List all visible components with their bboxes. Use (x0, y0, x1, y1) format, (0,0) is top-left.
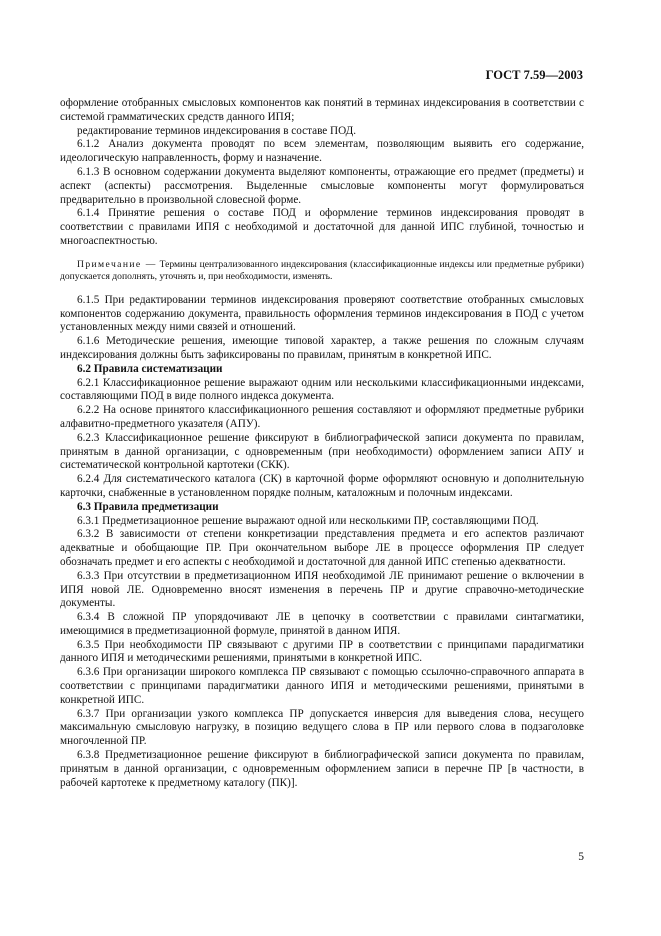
section-heading: 6.2 Правила систематизации (77, 362, 223, 375)
note-text: Термины централизованного индексирования (классификационные индексы или предметные рубрики) допускается дополнять, уточнять и, при необходимости, изменять. (60, 258, 584, 282)
paragraph: 6.3.2 В зависимости от степени конкретизации представления предмета и его аспектов различают адекватные и обобщающие ПР. При окончательном выборе ЛЕ в процессе оформления ПР следует обозначать предмет и его аспекты с необходимой и достаточной для данной ИПС степенью адекватности. (60, 528, 584, 568)
paragraph: 6.2.3 Классификационное решение фиксируют в библиографической записи документа по правилам, принятым в данной организации, с одновременным (при необходимости) оформлением записи АПУ и систематической контрольной картотеки (СКК). (60, 431, 584, 472)
paragraph: 6.1.6 Методические решения, имеющие типовой характер, а также решения по сложным случаям индексирования должны быть зафиксированы по правилам, принятым в конкретной ИПС. (60, 335, 584, 361)
paragraph: 6.3.3 При отсутствии в предметизационном ИПЯ необходимой ЛЕ принимают решение о включении в ИПЯ новой ЛЕ. Одновременно вносят изменения в перечень ПР и другие справочно-методические документы. (60, 569, 584, 610)
paragraph: 6.3.7 При организации узкого комплекса ПР допускается инверсия для выведения слова, несущего максимальную смысловую нагрузку, в позицию ведущего слова в ПР или первого слова в подзаголовке многочленной ПР. (60, 707, 584, 748)
paragraph: 6.3.8 Предметизационное решение фиксируют в библиографической записи документа по правилам, принятым в данной организации, с одновременным оформлением записи в перечне ПР [в частности, в рабочей картотеке к предметному каталогу (ПК)]. (60, 749, 584, 789)
paragraph: 6.3.5 При необходимости ПР связывают с другими ПР в соответствии с принципами парадигматики данного ИПЯ и методическими решениями, принятыми в конкретной ИПС. (60, 638, 584, 665)
note-label: Примечание — (77, 258, 157, 270)
paragraph: редактирование терминов индексирования в составе ПОД. (77, 124, 357, 137)
paragraph: 6.1.4 Принятие решения о составе ПОД и оформление терминов индексирования проводят в соответствии с правилами ИПЯ с необходимой и достаточной для данной ИПС глубиной, точностью и многоаспектностью. (60, 207, 584, 247)
note (60, 259, 584, 283)
paragraph: оформление отобранных смысловых компонентов как понятий в терминах индексирования в соответствии с системой грамматических средств данного ИПЯ; (60, 97, 584, 123)
paragraph: 6.3.1 Предметизационное решение выражают одной или несколькими ПР, составляющими ПОД. (77, 514, 539, 527)
paragraph: 6.2.1 Классификационное решение выражают одним или несколькими классификационными индексами, составляющими ПОД в виде полного индекса документа. (60, 376, 584, 403)
section-heading: 6.3 Правила предметизации (77, 500, 219, 513)
paragraph: 6.1.3 В основном содержании документа выделяют компоненты, отражающие его предмет (предметы) и аспект (аспекты) рассмотрения. Выделенные смысловые компоненты могут формулироваться предварительно в произвольной словесной форме. (60, 165, 584, 206)
paragraph: 6.2.2 На основе принятого классификационного решения составляют и оформляют предметные рубрики алфавитно-предметного указателя (АПУ). (60, 404, 584, 430)
paragraph: 6.3.4 В сложной ПР упорядочивают ЛЕ в цепочку в соответствии с правилами синтагматики, имеющимися в предметизационной формуле, принятой в данном ИПЯ. (60, 611, 584, 637)
paragraph: 6.1.2 Анализ документа проводят по всем элементам, позволяющим выявить его содержание, идеологическую направленность, форму и назначение. (60, 138, 584, 165)
paragraph: 6.1.5 При редактировании терминов индексирования проверяют соответствие отобранных смысловых компонентов содержанию документа, правильность оформления терминов индексирования в ПОД с учетом установленных между ними связей и отношений. (60, 293, 584, 334)
page-number: 5 (578, 851, 584, 863)
document-id: ГОСТ 7.59—2003 (485, 68, 583, 82)
paragraph: 6.2.4 Для систематического каталога (СК) в карточной форме оформляют основную и дополнительную карточки, снабженные в установленном порядке полным, каталожным и полочным индексами. (60, 473, 584, 499)
document-body (60, 97, 584, 790)
paragraph: 6.3.6 При организации широкого комплекса ПР связывают с помощью ссылочно-справочного аппарата в соответствии с принципами парадигматики данного ИПЯ и методическими решениями, принятыми в конкретной ИПС. (60, 666, 584, 706)
